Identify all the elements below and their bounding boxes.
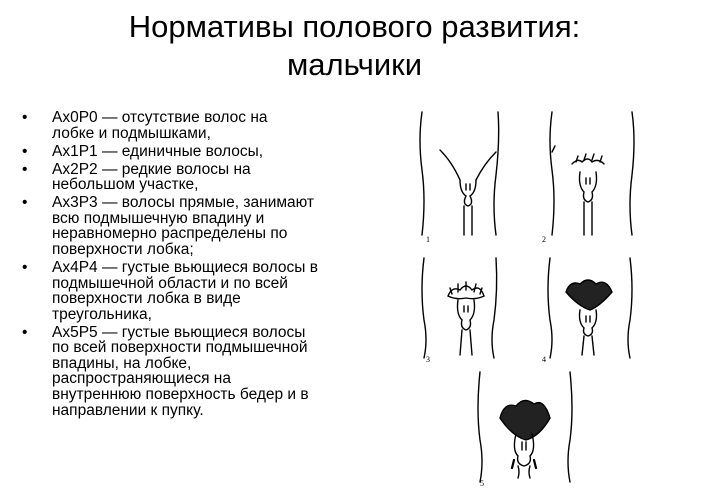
tanner-stage-illustrations — [400, 100, 709, 492]
stage-text: Ax4P4 — густые вьющиеся волосы в подмышечной области и по всей поверхности лобка в виде треугольника, — [52, 258, 318, 323]
stage-text: Ax2P2 — редкие волосы на небольшом участке, — [52, 160, 251, 194]
figure-label-5: 5 — [480, 479, 484, 488]
illustration-svg — [400, 100, 709, 492]
bullet-icon: • — [22, 323, 28, 341]
list-item — [22, 144, 352, 160]
slide-title — [0, 8, 709, 84]
slide-title-line-2: мальчики — [286, 47, 423, 82]
list-item — [22, 110, 352, 141]
list-item — [22, 195, 352, 257]
stage-2-figure — [550, 112, 634, 235]
list-item — [22, 325, 352, 419]
figure-label-1: 1 — [426, 235, 430, 244]
list-item — [22, 162, 352, 193]
stage-4-figure — [548, 258, 632, 358]
stage-3-figure — [422, 258, 497, 358]
bullet-icon: • — [22, 258, 28, 276]
list-item — [22, 260, 352, 322]
bullet-icon: • — [22, 109, 28, 126]
stage-text: Ax1P1 — единичные волосы, — [52, 142, 264, 160]
figure-label-3: 3 — [426, 355, 430, 364]
stage-text: Ax0P0 — отсутствие волос на лобке и подмышками, — [52, 109, 268, 142]
slide-title-line-1: Нормативы полового развития: — [128, 9, 581, 44]
stage-1-figure — [420, 112, 499, 235]
stage-list — [22, 110, 352, 421]
bullet-icon: • — [22, 142, 28, 160]
stage-text: Ax5P5 — густые вьющиеся волосы по всей поверхности подмышечной впадины, на лобке, распространяющиеся на внутреннюю поверхность бедер и в направлении к пупку. — [52, 323, 309, 419]
figure-label-4: 4 — [542, 355, 546, 364]
bullet-icon: • — [22, 160, 28, 178]
stage-text: Ax3P3 — волосы прямые, занимают всю подмышечную впадину и неравномерно распределены по поверхности лобка; — [52, 194, 315, 258]
bullet-icon: • — [22, 194, 28, 212]
figure-label-2: 2 — [542, 235, 546, 244]
stage-5-figure — [478, 372, 572, 482]
